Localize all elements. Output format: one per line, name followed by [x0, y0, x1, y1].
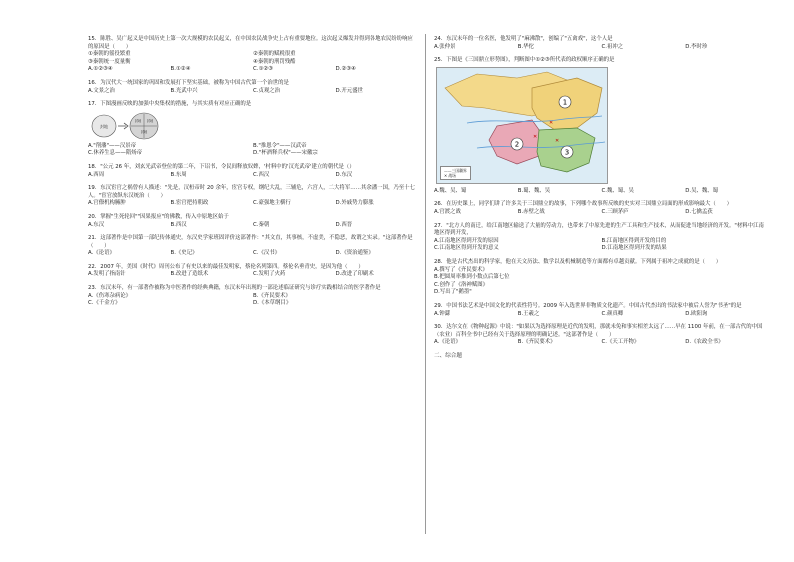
question-21 — [88, 235, 418, 258]
option-c[interactable]: C.秦朝 — [253, 221, 270, 228]
question-27 — [434, 223, 769, 253]
option-b[interactable]: B.改进了造纸术 — [170, 271, 209, 278]
option-a[interactable]: A.文景之治 — [88, 87, 115, 94]
option-b[interactable]: B.把圆周率推到小数点后第七位 — [434, 274, 510, 281]
option-d[interactable]: D.《农政全书》 — [685, 339, 724, 346]
option-c[interactable]: C.颜真卿 — [601, 310, 624, 317]
option-a[interactable]: A.钟繇 — [434, 310, 451, 317]
statement: ①秦朝的徭役繁重 — [88, 51, 131, 58]
question-29 — [434, 303, 769, 318]
option-a[interactable]: A.东汉 — [88, 221, 105, 228]
option-d[interactable]: D."杯酒释兵权"——宋徽宗 — [253, 150, 318, 157]
option-d[interactable]: D.欧阳询 — [685, 310, 708, 317]
option-d[interactable]: D.七擒孟获 — [685, 208, 713, 215]
option-b[interactable]: B.《齐民要术》 — [253, 292, 291, 299]
question-25 — [434, 57, 769, 195]
fig-label-a: 封地 — [134, 118, 142, 123]
option-a[interactable]: A.魏、吴、蜀 — [434, 187, 467, 194]
answer-options — [88, 143, 418, 158]
option-a[interactable]: A.《论语》 — [434, 339, 461, 346]
option-c[interactable]: C.祖冲之 — [601, 43, 624, 50]
question-28 — [434, 259, 769, 297]
question-22 — [88, 264, 418, 279]
option-b[interactable]: B."推恩令"——汉武帝 — [253, 142, 307, 149]
answer-options — [434, 44, 769, 52]
question-text: 22．2007 年，美国《时代》周刊公布了有史以来的最佳发明家，蔡伦名列第四。蔡伦名垂青史，是因为他（ ） — [88, 263, 364, 270]
question-text: 30．达尔文在《物种起源》中说："如果以为选择原理是近代的发明，那就未免和事实相差太远了……早在 1100 年前，在一部古代的中国（农业）百科全书中已经有关于选择原理的明确记述。"这部著作是（ ） — [434, 324, 763, 338]
option-c[interactable]: C.贞观之治 — [253, 87, 281, 94]
option-c[interactable]: C.豪强地主横行 — [253, 200, 291, 207]
question-15 — [88, 36, 418, 74]
option-b[interactable]: B.宦官把持朝政 — [170, 200, 209, 207]
question-text: 27．"北方人的南迁，给江南地区输送了大量的劳动力，也带来了中原先进的生产工具和生产技术，从而促进当地经济的开发。"材料中江南地区得到开发， — [434, 222, 764, 237]
question-text: 17．下图漫画反映的加强中央集权的措施，与其实质有对应正确的是 — [88, 101, 252, 108]
option-b[interactable]: B.江南地区得到开发的目的 — [601, 237, 667, 244]
option-b[interactable]: B.东周 — [170, 171, 187, 178]
battle-mark: ✕ — [549, 119, 554, 126]
question-text: 25．下图是《三国鼎立形势图》，判断图中①②③所代表的政权顺序正确的是 — [434, 57, 615, 64]
option-c[interactable]: C.发明了火药 — [253, 271, 286, 278]
question-text: 28．他是古代杰出的科学家，他在天文历法、数学以及机械制造等方面都有卓越贡献。下列属于祖冲之成就的是（ ） — [434, 258, 722, 265]
option-d[interactable]: D.江南地区得到开发的结果 — [601, 245, 667, 252]
option-c[interactable]: C.创作了《洛神赋图》 — [434, 281, 488, 288]
question-text: 23．东汉末年，有一部著作被称为中医著作的经典典籍，东汉末年出现的一部论述临证研究与诊疗实践相结合的医学著作是 — [88, 285, 381, 292]
option-d[interactable]: D.写出了"鹅墨" — [434, 289, 472, 296]
answer-options — [88, 172, 418, 180]
option-b[interactable]: B.西汉 — [170, 221, 187, 228]
option-b[interactable]: B.华佗 — [517, 43, 534, 50]
option-a[interactable]: A.官渡之战 — [434, 208, 461, 215]
battle-mark: ✕ — [555, 137, 560, 144]
question-17 — [88, 101, 418, 158]
option-c[interactable]: C.①②③ — [253, 66, 273, 73]
option-a[interactable]: A.《伤寒杂病论》 — [88, 292, 132, 299]
map-legend — [440, 166, 471, 180]
option-d[interactable]: D.吴、魏、蜀 — [685, 187, 719, 194]
option-b[interactable]: B.王羲之 — [517, 310, 540, 317]
question-18 — [88, 164, 418, 179]
option-d[interactable]: D.东汉 — [335, 171, 353, 178]
fig-label-b: 封地 — [146, 118, 154, 123]
question-text: 26．在历史课上，同学们讲了许多关于三国鼎立的故事，下列哪个故事所反映的史实对三国鼎立局面的形成影响最大（ ） — [434, 201, 732, 208]
option-a[interactable]: A.官僚机构臃肿 — [88, 200, 126, 207]
answer-options — [88, 293, 418, 308]
option-a[interactable]: A.①②③④ — [88, 66, 113, 73]
fig-label-c: 封地 — [140, 129, 148, 134]
answer-options — [88, 222, 418, 230]
answer-options — [434, 311, 769, 319]
option-a[interactable]: A.《论语》 — [88, 250, 115, 257]
question-text: 24．东汉末年的一位名医，他发明了"麻沸散"，创编了"五禽戏"，这个人是 — [434, 36, 613, 42]
option-a[interactable]: A.张仲景 — [434, 43, 456, 50]
answer-options — [434, 238, 769, 253]
option-a[interactable]: A.撰写了《齐民要术》 — [434, 266, 488, 273]
question-text: 20．掌握"生死轮回""因果报应"的佛教，传入中原地区始于 — [88, 213, 229, 220]
answer-options — [88, 200, 418, 208]
statement-options — [88, 51, 418, 66]
question-30 — [434, 324, 769, 347]
battle-mark: ✕ — [533, 133, 538, 140]
region-label-3: 3 — [564, 148, 570, 157]
three-kingdoms-map — [436, 67, 608, 184]
option-c[interactable]: C.《汉书》 — [253, 250, 281, 257]
option-d[interactable]: D.开元盛世 — [335, 87, 363, 94]
fig-label-left: 封地 — [100, 123, 108, 129]
option-c[interactable]: C.江南地区得到开发的意义 — [434, 245, 499, 252]
statement: ④秦朝的刑罚残酷 — [253, 58, 296, 65]
option-d[interactable]: D.外戚势力膨胀 — [335, 200, 374, 207]
question-20 — [88, 214, 418, 229]
answer-options — [88, 66, 418, 74]
option-a[interactable]: A.江南地区得到开发的原因 — [434, 237, 499, 244]
question-19 — [88, 185, 418, 208]
region-label-2: 2 — [514, 140, 520, 149]
question-text: 18．"公元 26 年，刘玄光武帝登位的第二年，下诏书，令民间释放奴婢，'村料中的'汉光武帝'建立的朝代是（） — [88, 163, 355, 170]
option-b[interactable]: B.《史记》 — [170, 250, 198, 257]
option-b[interactable]: B.《齐民要术》 — [517, 339, 556, 346]
answer-options — [434, 267, 769, 297]
question-16 — [88, 80, 418, 95]
option-a[interactable]: A.西周 — [88, 171, 105, 178]
right-column — [434, 36, 769, 360]
option-a[interactable]: A.发明了指南针 — [88, 271, 126, 278]
region-label-1: 1 — [562, 98, 568, 107]
answer-options — [88, 88, 418, 96]
answer-options — [434, 188, 769, 196]
option-b[interactable]: B.蜀、魏、吴 — [517, 187, 551, 194]
question-text: 19．东汉宦官之祸曾有人描述："先是，汉桓帝时 20 余年，宦官专权，纲纪大乱，三辅危，六宫人，二大将军……其余潘一国，乃至十七人。"宦官放纵东汉统治（ ） — [88, 185, 415, 199]
statement: ③秦朝统一度量衡 — [88, 58, 131, 65]
option-c[interactable]: C.西汉 — [253, 171, 270, 178]
option-d[interactable]: D.西晋 — [335, 221, 353, 228]
question-23 — [88, 285, 418, 308]
legend-battle: ✕ 战场 — [444, 172, 456, 178]
option-c[interactable]: C.《千金方》 — [88, 300, 121, 307]
option-a[interactable]: A."削藩"——汉景帝 — [88, 142, 136, 149]
cartoon-figure — [90, 111, 160, 141]
question-text: 21．这部著作是中国第一部纪传体通史，东汉史学家班固评价这部著作："其文直，其事核，不虚美，不隐恶，故谓之实录。"这部著作是（ ） — [88, 235, 413, 249]
option-c[interactable]: C.魏、蜀、吴 — [601, 187, 634, 194]
option-d[interactable]: D.李时珍 — [685, 43, 708, 50]
option-c[interactable]: C.三顾茅庐 — [601, 208, 629, 215]
statement: ②秦朝的赋税很重 — [253, 51, 296, 58]
left-column — [88, 36, 418, 314]
option-b[interactable]: B.①②④ — [170, 66, 191, 73]
option-c[interactable]: C.《天工开物》 — [601, 339, 640, 346]
question-24 — [434, 36, 769, 51]
answer-options — [88, 271, 418, 279]
option-d[interactable]: D.改进了印刷术 — [335, 271, 374, 278]
option-d[interactable]: D.②③④ — [335, 66, 356, 73]
option-b[interactable]: B.光武中兴 — [170, 87, 198, 94]
question-text: 15．陈胜、吴广起义是中国历史上第一次大规模的农民起义，在中国农民战争史上占有重要地位。这次起义爆发并得到各地农民纷纷响应的原因是（ ） — [88, 36, 413, 50]
answer-options — [434, 339, 769, 347]
answer-options — [434, 209, 769, 217]
option-d[interactable]: D.《本草纲目》 — [253, 300, 292, 307]
question-text: 16．为汉代大一统国家的巩固和发展打下坚实基础，被称为中国古代第一个治世的是 — [88, 79, 289, 86]
legend-border: ——三国疆界 — [444, 167, 467, 173]
answer-options — [88, 250, 418, 258]
option-c[interactable]: C.休养生息——隋炀帝 — [88, 150, 142, 157]
cartoon-illustration — [90, 111, 160, 141]
column-divider — [425, 34, 426, 534]
question-text: 29．中国书法艺术是中国文化的代表性符号。2009 年入选世界非物质文化遗产。中国古代杰出的书法家中被后人誉为"书圣"的是 — [434, 302, 742, 309]
option-b[interactable]: B.赤壁之战 — [517, 208, 545, 215]
section-heading: 二、综合题 — [434, 352, 462, 359]
question-26 — [434, 201, 769, 216]
option-d[interactable]: D.《资治通鉴》 — [335, 250, 374, 257]
